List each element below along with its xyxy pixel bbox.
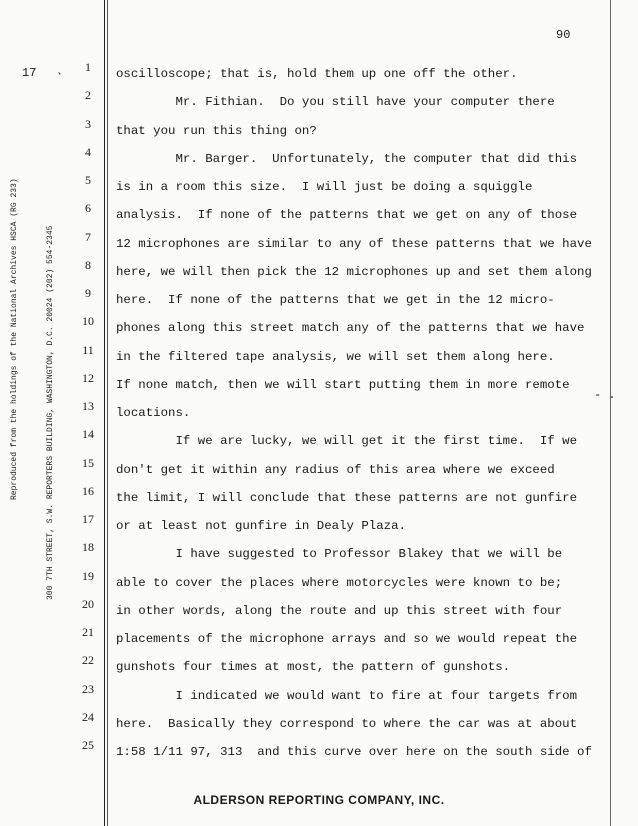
transcript-line: gunshots four times at most, the pattern of gunshots. <box>116 660 511 675</box>
transcript-line: is in a room this size. I will just be doing a squiggle <box>116 180 533 194</box>
transcript-line: here. If none of the patterns that we get in the 12 micro- <box>116 293 555 307</box>
transcript-line: Mr. Barger. Unfortunately, the computer that did this <box>116 151 578 166</box>
transcript-line: oscilloscope; that is, hold them up one off the other. <box>116 67 518 81</box>
margin-rule <box>104 0 105 826</box>
transcript-line: here, we will then pick the 12 microphones up and set them along <box>116 264 592 279</box>
right-margin-rule <box>610 0 611 826</box>
line-number: 24 <box>82 709 94 724</box>
transcript-line: 12 microphones are similar to any of these patterns that we have <box>116 236 592 251</box>
transcript-line: I indicated we would want to fire at four targets from <box>116 688 578 703</box>
outer-margin-number: 17 <box>22 66 37 80</box>
line-number: 2 <box>85 88 91 103</box>
line-number: 4 <box>85 144 91 159</box>
transcript-line: I have suggested to Professor Blakey that we will be <box>116 547 563 562</box>
line-number: 22 <box>82 653 94 668</box>
transcript-line: in the filtered tape analysis, we will set them along here. <box>116 349 555 364</box>
line-number: 7 <box>85 229 91 244</box>
transcript-line: that you run this thing on? <box>116 123 317 138</box>
line-number: 14 <box>82 427 94 442</box>
transcript-line: placements of the microphone arrays and so we would repeat the <box>116 632 578 646</box>
transcript-line: or at least not gunfire in Dealy Plaza. <box>116 519 406 533</box>
line-number: 18 <box>82 540 94 555</box>
transcript-line: the limit, I will conclude that these patterns are not gunfire <box>116 490 578 505</box>
line-number: 10 <box>82 314 94 329</box>
transcript-line: If we are lucky, we will get it the first time. If we <box>116 434 578 449</box>
transcript-line: able to cover the places where motorcycles were known to be; <box>116 575 563 590</box>
line-number: 9 <box>85 286 91 300</box>
line-number: 23 <box>82 681 94 696</box>
line-number: 6 <box>85 201 91 216</box>
line-number: 5 <box>85 173 91 187</box>
line-number: 13 <box>82 399 94 413</box>
line-number: 21 <box>82 625 94 639</box>
line-number: 16 <box>82 483 94 498</box>
transcript-line: in other words, along the route and up this street with four <box>116 603 563 618</box>
footer-company: ALDERSON REPORTING COMPANY, INC. <box>193 793 445 807</box>
transcript-line: analysis. If none of the patterns that we get on any of those <box>116 208 578 223</box>
line-number: 17 <box>82 512 94 526</box>
line-number: 1 <box>85 60 91 74</box>
transcript-line: Mr. Fithian. Do you still have your computer there <box>116 95 555 110</box>
reporter-address: 300 7TH STREET, S.W. REPORTERS BUILDING, WASHINGTON, D.C. 20024 (202) 554-2345 <box>46 225 55 600</box>
margin-mark: - . <box>594 388 616 402</box>
line-number: 12 <box>82 370 94 385</box>
line-number: 11 <box>82 342 94 357</box>
line-number: 8 <box>85 257 91 272</box>
handwritten-tick-mark: ʻ <box>54 69 69 85</box>
line-number: 3 <box>85 116 91 131</box>
transcript-line: don't get it within any radius of this area where we exceed <box>116 462 555 477</box>
transcript-line: here. Basically they correspond to where the car was at about <box>116 716 578 731</box>
line-number: 15 <box>82 455 94 470</box>
transcript-line: phones along this street match any of the patterns that we have <box>116 321 585 336</box>
transcript-line: 1:58 1/11 97, 313 and this curve over here on the south side of <box>116 745 592 759</box>
margin-rule-secondary <box>107 0 108 826</box>
transcript-line: If none match, then we will start putting them in more remote <box>116 377 570 392</box>
line-number: 25 <box>82 738 94 752</box>
line-number: 20 <box>82 596 94 611</box>
page-number: 90 <box>556 28 571 42</box>
transcript-line: locations. <box>116 406 191 420</box>
archive-stamp: Reproduced from the holdings of the National Archives HSCA (RG 233) <box>10 178 19 500</box>
line-number: 19 <box>82 568 94 583</box>
